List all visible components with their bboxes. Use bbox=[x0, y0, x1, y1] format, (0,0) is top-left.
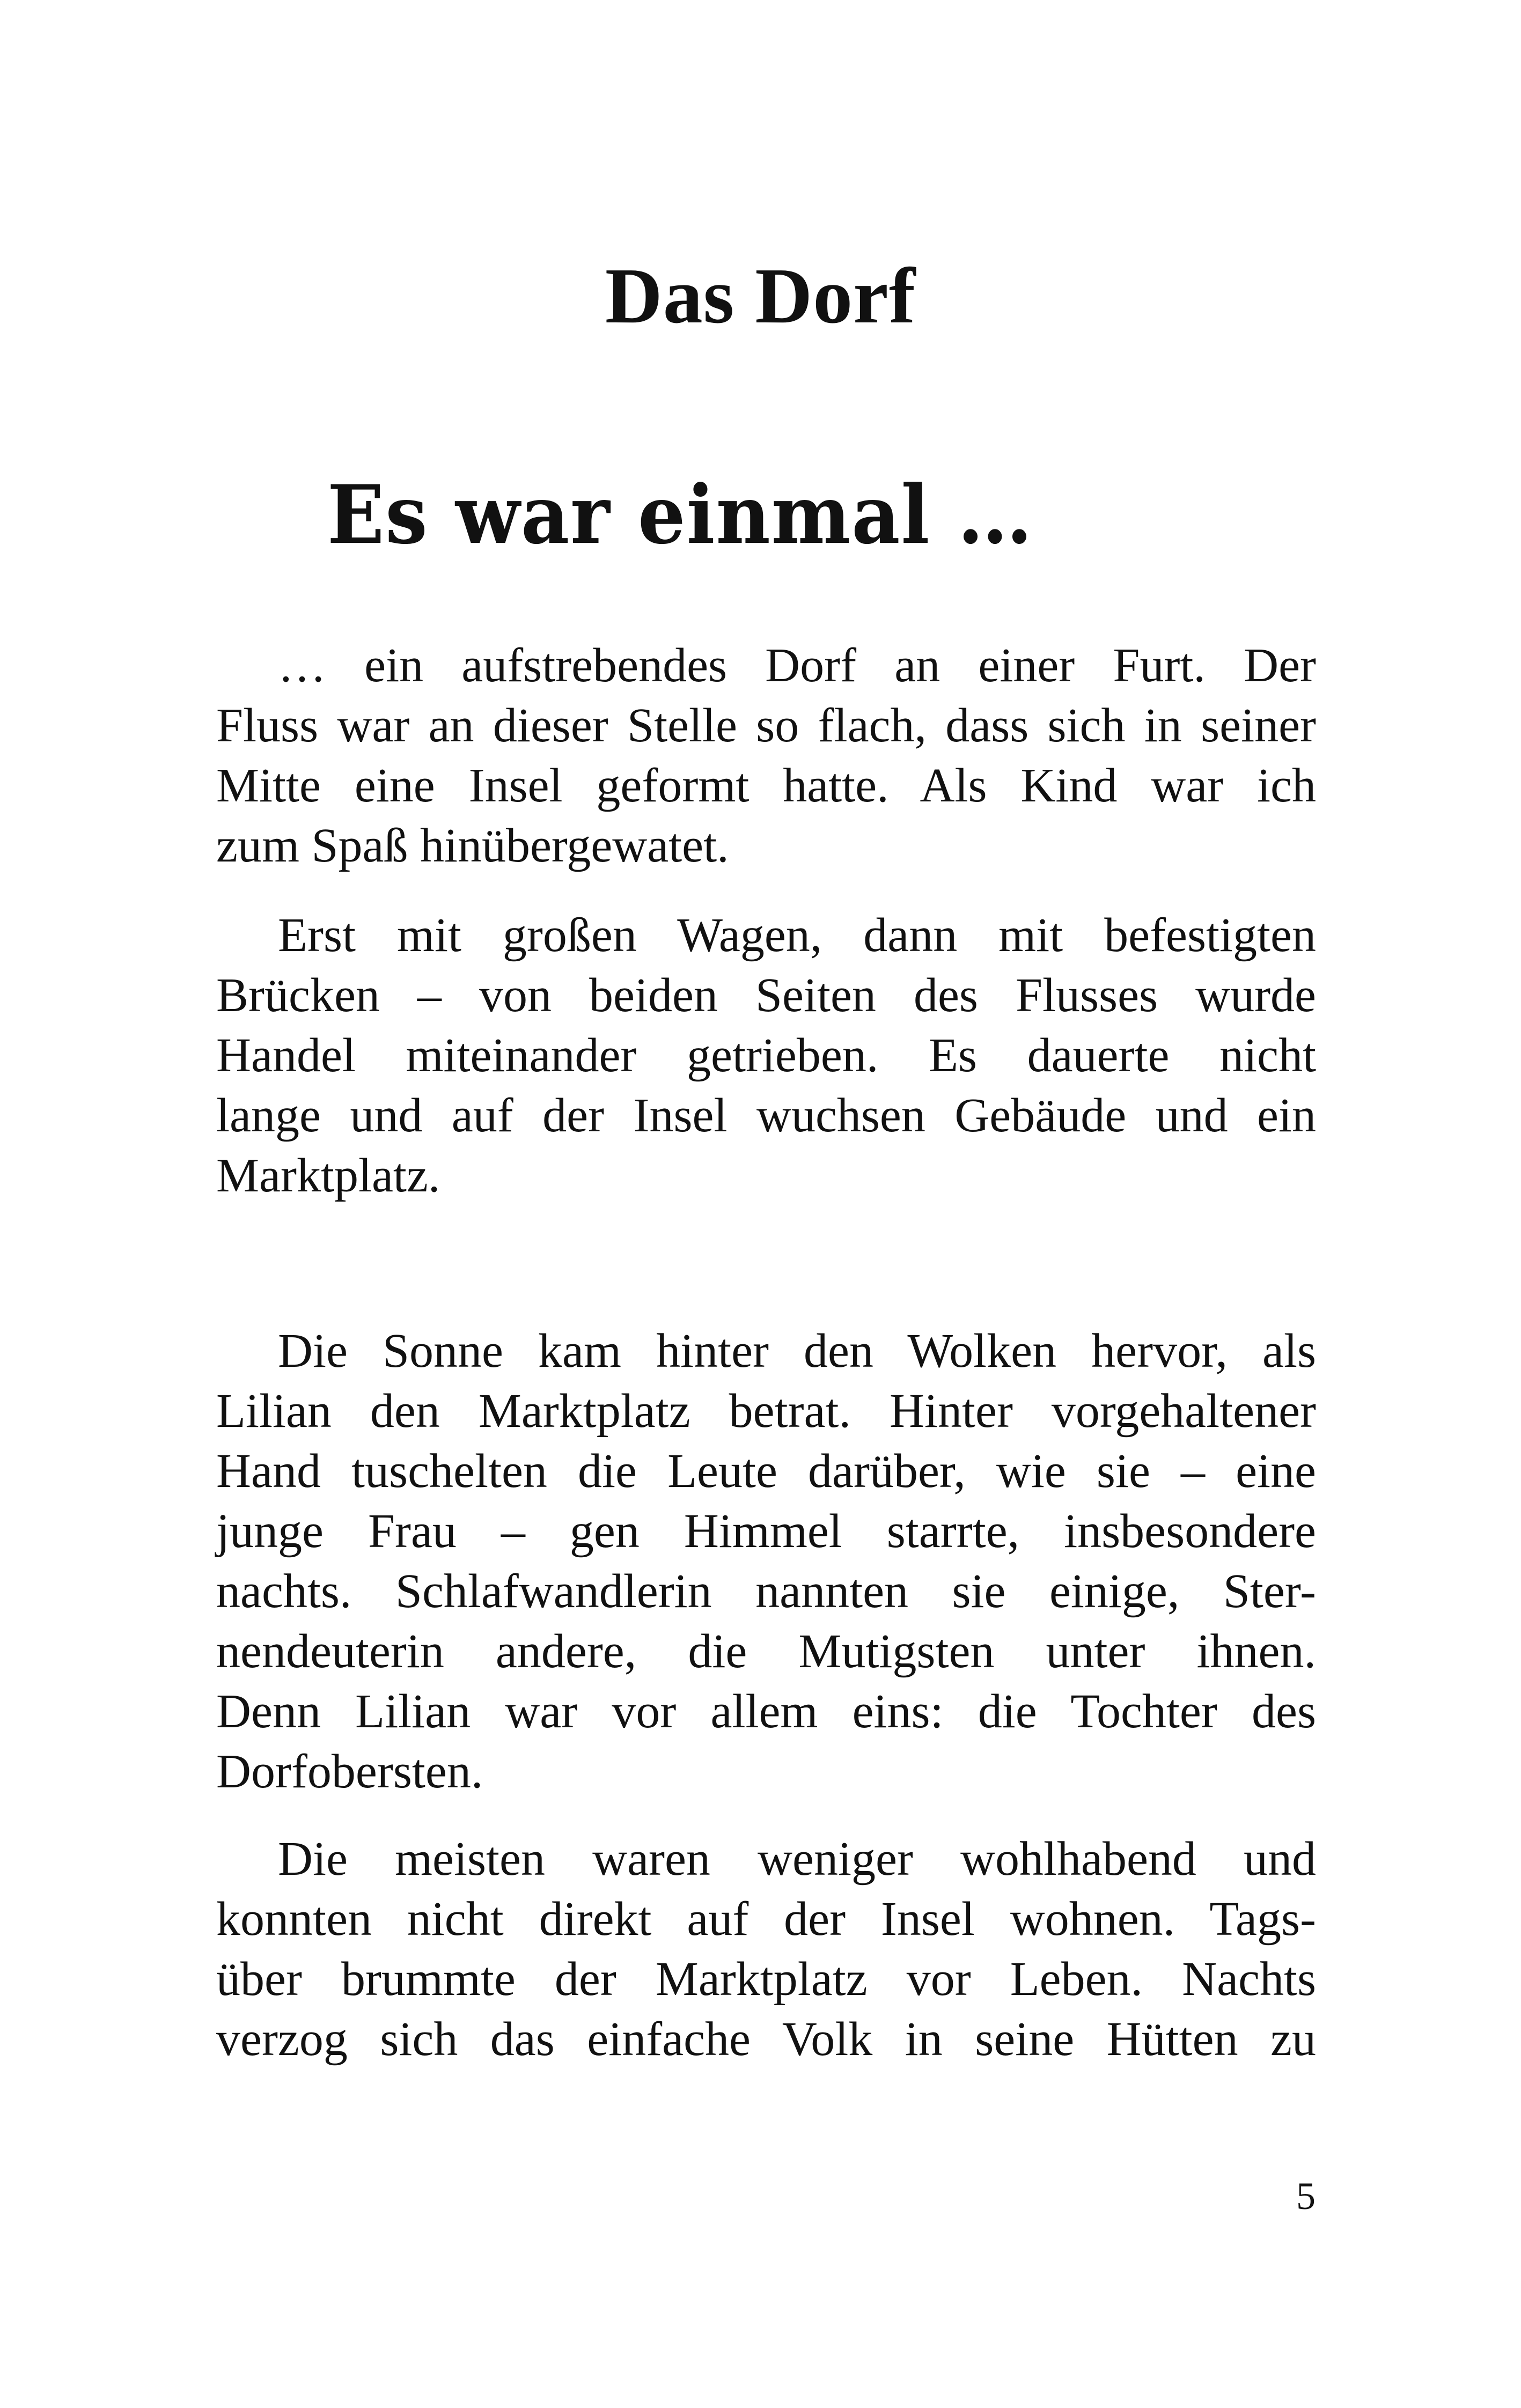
text-line: Die Sonne kam hinter den Wolken hervor, als bbox=[278, 1324, 1316, 1378]
paragraph-4 bbox=[216, 1829, 1316, 2070]
text-line: Fluss war an dieser Stelle so flach, dass sich in seiner bbox=[216, 699, 1316, 752]
text-line: zum Spaß hinübergewatet. bbox=[216, 819, 729, 872]
paragraph-3 bbox=[216, 1321, 1316, 1802]
page-number: 5 bbox=[1296, 2175, 1316, 2218]
text-line: nendeuterin andere, die Mutigsten unter ihnen. bbox=[216, 1625, 1316, 1678]
text-line: über brummte der Marktplatz vor Leben. Nachts bbox=[216, 1953, 1316, 2006]
text-line: Dorfobersten. bbox=[216, 1745, 483, 1798]
text-line: Die meisten waren weniger wohlhabend und bbox=[278, 1832, 1316, 1886]
text-line: Brücken – von beiden Seiten des Flusses wurde bbox=[216, 969, 1316, 1022]
text-line: nachts. Schlafwandlerin nannten sie einige, Ster- bbox=[216, 1565, 1316, 1618]
opening-heading: Es war einmal … bbox=[327, 468, 1034, 562]
text-line: Lilian den Marktplatz betrat. Hinter vorgehaltener bbox=[216, 1385, 1316, 1438]
text-line: Hand tuschelten die Leute darüber, wie sie – eine bbox=[216, 1445, 1316, 1498]
chapter-title: Das Dorf bbox=[605, 252, 916, 340]
text-line: konnten nicht direkt auf der Insel wohnen. Tags- bbox=[216, 1892, 1316, 1946]
text-line: Marktplatz. bbox=[216, 1149, 440, 1202]
text-line: junge Frau – gen Himmel starrte, insbesondere bbox=[216, 1505, 1316, 1558]
text-line: Denn Lilian war vor allem eins: die Tochter des bbox=[216, 1685, 1316, 1738]
text-line: verzog sich das einfache Volk in seine Hütten zu bbox=[216, 2013, 1316, 2066]
text-line: Mitte eine Insel geformt hatte. Als Kind war ich bbox=[216, 759, 1316, 812]
text-line: Erst mit großen Wagen, dann mit befestigten bbox=[278, 909, 1316, 962]
text-line: … ein aufstrebendes Dorf an einer Furt. Der bbox=[278, 639, 1316, 692]
paragraph-2 bbox=[216, 905, 1316, 1206]
paragraph-1 bbox=[216, 636, 1316, 876]
text-line: Handel miteinander getrieben. Es dauerte nicht bbox=[216, 1029, 1316, 1082]
text-line: lange und auf der Insel wuchsen Gebäude und ein bbox=[216, 1089, 1316, 1142]
